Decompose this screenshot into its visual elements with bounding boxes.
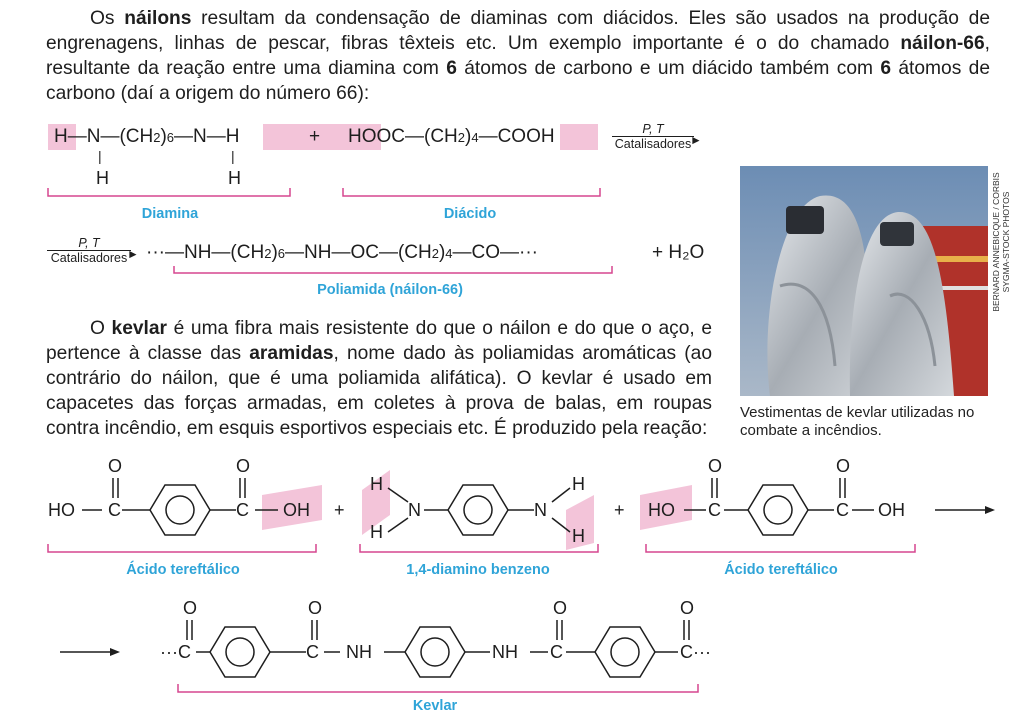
label-acido-tereftalico-2: Ácido tereftálico [724, 562, 838, 578]
highlight-h2 [263, 124, 349, 150]
term-nailon-66: náilon-66 [900, 33, 985, 54]
firefighters-photo [740, 166, 988, 396]
svg-text:H: H [370, 522, 383, 542]
label-diamina: Diamina [141, 206, 199, 222]
svg-text:N: N [534, 500, 547, 520]
svg-text:O: O [236, 456, 251, 476]
arrow-head-icon: ► [690, 133, 702, 147]
svg-text:O: O [183, 598, 198, 618]
svg-text:O: O [308, 598, 323, 618]
svg-text:N: N [408, 500, 421, 520]
svg-text:+: + [614, 500, 625, 520]
svg-text:O: O [108, 456, 123, 476]
intro-paragraph: Os náilons resultam da condensação de diaminas com diácidos. Eles são usados na produção de engrenagens, linhas de pescar, fibras têxteis etc. Um exemplo importante é o do chamado náilon-66, resultante da reação entre uma diamina com 6 átomos de carbono e um diácido também com 6 átomos de carbono (daí a origem do número 66): [46, 8, 990, 104]
svg-text:C: C [236, 500, 249, 520]
term-kevlar: kevlar [111, 318, 168, 339]
svg-text:+: + [334, 500, 345, 520]
svg-text:C: C [306, 642, 319, 662]
kevlar-reaction [0, 440, 1014, 718]
kevlar-paragraph: O kevlar é uma fibra mais resistente do que o náilon e do que o aço, e pertence à classe das aramidas, nome dado às poliamidas aromáticas (ao contrário do náilon, que é uma poliamida alifática). O kevlar é usado em capacetes das forças armadas, em coletes à prova de balas, em roupas contra incêndio, em esquis esportivos especiais etc. É produzido pela reação: [46, 318, 712, 439]
svg-text:H: H [572, 526, 585, 546]
svg-text:HO: HO [648, 500, 675, 520]
svg-text:C: C [550, 642, 563, 662]
label-diacido: Diácido [443, 206, 497, 222]
svg-text:C: C [836, 500, 849, 520]
svg-text:O: O [680, 598, 695, 618]
svg-text:H: H [370, 474, 383, 494]
svg-text:NH: NH [346, 642, 372, 662]
reaction-conditions: P, T Catalisadores [612, 122, 694, 151]
svg-text:···C: ···C [160, 642, 191, 662]
svg-text:OH: OH [878, 500, 905, 520]
polyamide-formula: ···—NH—(CH2)6—NH—OC—(CH2)4—CO—··· [146, 242, 538, 263]
photo-credit: BERNARD ANNEBICQUE / CORBIS SYGMA-STOCK PHOTOS [991, 172, 1011, 312]
svg-text:C···: C··· [680, 642, 711, 662]
label-kevlar: Kevlar [412, 698, 458, 714]
diamine-formula: H—N—(CH2)6—N—H [54, 126, 240, 147]
svg-text:NH: NH [492, 642, 518, 662]
svg-text:HO: HO [48, 500, 75, 520]
term-aramidas: aramidas [249, 343, 334, 364]
svg-text:O: O [836, 456, 851, 476]
svg-text:OH: OH [283, 500, 310, 520]
term-nailons: náilons [124, 8, 192, 29]
svg-text:H: H [572, 474, 585, 494]
svg-text:C: C [708, 500, 721, 520]
svg-text:O: O [708, 456, 723, 476]
label-acido-tereftalico-1: Ácido tereftálico [126, 562, 240, 578]
water-product: + H₂O [652, 242, 705, 263]
nylon-reactant-brackets [40, 186, 610, 202]
label-diamino-benzeno: 1,4-diamino benzeno [406, 562, 550, 578]
arrow-head-icon: ► [127, 247, 139, 261]
svg-text:C: C [108, 500, 121, 520]
photo-caption: Vestimentas de kevlar utilizadas no combate a incêndios. [740, 404, 975, 439]
label-poliamida: Poliamida (náilon-66) [317, 282, 463, 298]
diacid-formula: HOOC—(CH2)4—COOH [348, 126, 555, 147]
highlight-oh [560, 124, 598, 150]
svg-text:O: O [553, 598, 568, 618]
